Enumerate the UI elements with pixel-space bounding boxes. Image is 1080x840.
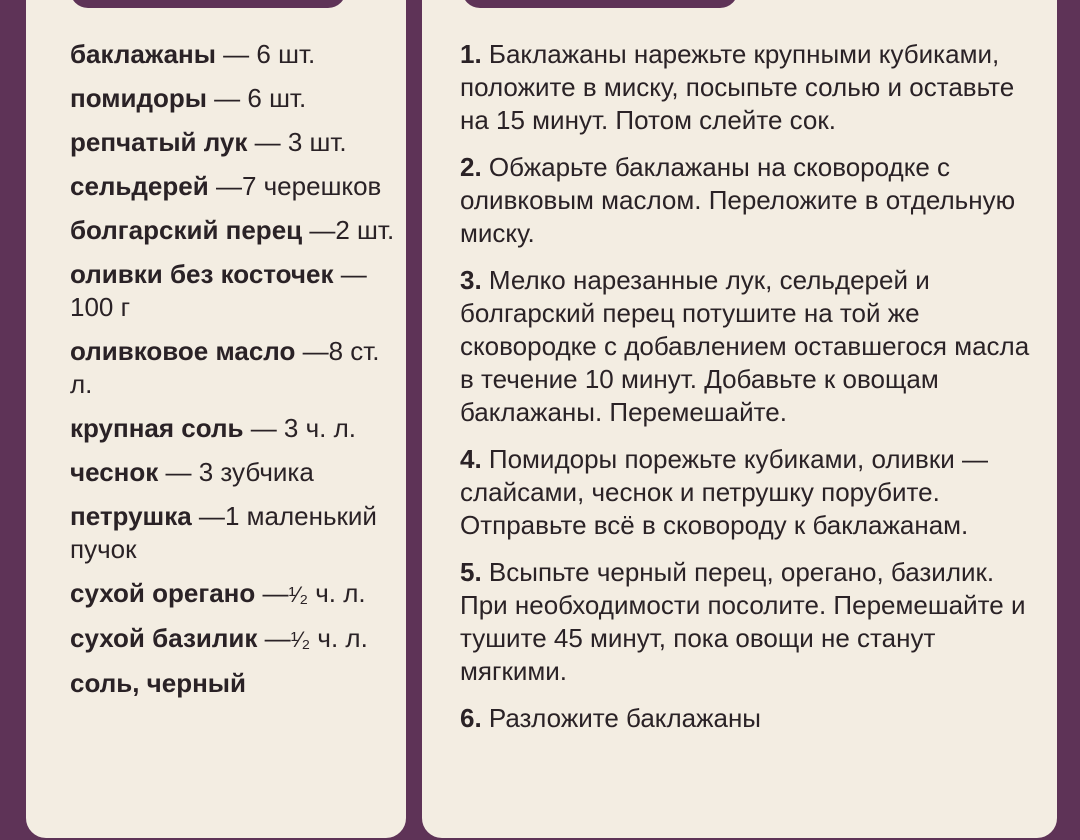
ingredient-name: соль, черный: [70, 668, 246, 698]
ingredient-separator: —: [215, 39, 257, 69]
step-number: 4.: [460, 444, 482, 474]
ingredient-separator: —: [333, 259, 367, 289]
ingredient-separator: —: [247, 127, 288, 157]
step-text: Разложите баклажаны: [481, 703, 761, 733]
ingredient-item: [70, 667, 400, 700]
ingredient-name: оливковое масло: [70, 336, 296, 366]
step-number: 3.: [460, 265, 482, 295]
ingredient-quantity: 1 маленький пучок: [70, 501, 377, 564]
ingredient-separator: —: [191, 501, 225, 531]
ingredient-item: [70, 258, 400, 324]
step-text: Обжарьте баклажаны на сковородке с оливковым маслом. Переложите в отдельную миску.: [460, 152, 1016, 248]
recipe-step: [460, 443, 1030, 542]
ingredients-list: [70, 38, 400, 711]
ingredients-panel: [24, 0, 408, 840]
ingredient-separator: —: [158, 457, 199, 487]
ingredient-item: [70, 500, 400, 566]
ingredient-item: [70, 622, 400, 656]
ingredient-item: [70, 577, 400, 611]
step-number: 1.: [460, 39, 482, 69]
ingredient-quantity: 3 зубчика: [198, 457, 314, 487]
steps-panel: [420, 0, 1059, 840]
ingredient-separator: —: [295, 336, 329, 366]
ingredient-fraction: ¹⁄₂: [290, 627, 311, 652]
ingredient-quantity: 3 ч. л.: [283, 413, 356, 443]
ingredient-name: сухой орегано: [70, 578, 256, 608]
ingredient-name: сельдерей: [70, 171, 209, 201]
ingredient-quantity: 3 шт.: [287, 127, 347, 157]
step-number: 6.: [460, 703, 482, 733]
ingredient-separator: —: [208, 171, 242, 201]
ingredient-fraction: ¹⁄₂: [288, 582, 309, 607]
ingredient-name: сухой базилик: [70, 623, 258, 653]
ingredient-quantity: ч. л.: [308, 578, 366, 608]
ingredient-name: болгарский перец: [70, 215, 303, 245]
steps-list: [460, 38, 1030, 749]
recipe-step: [460, 264, 1030, 429]
recipe-step: [460, 702, 1030, 735]
ingredient-quantity: 7 черешков: [241, 171, 382, 201]
ingredient-separator: —: [206, 83, 248, 113]
ingredient-separator: —: [302, 215, 336, 245]
ingredient-item: [70, 214, 400, 247]
ingredient-item: [70, 335, 400, 401]
ingredient-item: [70, 412, 400, 445]
ingredient-name: петрушка: [70, 501, 192, 531]
step-text: Помидоры порежьте кубиками, оливки — слайсами, чеснок и петрушку порубите. Отправьте всё в сковороду к баклажанам.: [460, 444, 988, 540]
ingredient-quantity: 6 шт.: [247, 83, 307, 113]
step-number: 2.: [460, 152, 482, 182]
ingredient-name: крупная соль: [70, 413, 244, 443]
ingredient-item: [70, 38, 400, 71]
ingredient-quantity: 2 шт.: [335, 215, 395, 245]
ingredient-quantity: 100 г: [70, 292, 131, 322]
ingredient-quantity: ч. л.: [310, 623, 368, 653]
ingredient-name: репчатый лук: [70, 127, 248, 157]
ingredient-quantity: 8 ст. л.: [70, 336, 380, 399]
ingredients-header-tab: [70, 0, 346, 8]
steps-header-tab: [462, 0, 738, 8]
ingredient-separator: —: [257, 623, 291, 653]
recipe-step: [460, 151, 1030, 250]
step-number: 5.: [460, 557, 482, 587]
ingredient-separator: —: [255, 578, 289, 608]
ingredient-item: [70, 456, 400, 489]
ingredient-name: баклажаны: [70, 39, 216, 69]
ingredient-item: [70, 82, 400, 115]
ingredient-separator: —: [243, 413, 284, 443]
ingredient-name: чеснок: [70, 457, 159, 487]
step-text: Баклажаны нарежьте крупными кубиками, положите в миску, посыпьте солью и оставьте на 15 минут. Потом слейте сок.: [460, 39, 1015, 135]
ingredient-item: [70, 126, 400, 159]
step-text: Всыпьте черный перец, орегано, базилик. При необходимости посолите. Перемешайте и тушите 45 минут, пока овощи не станут мягкими.: [460, 557, 1026, 686]
ingredient-item: [70, 170, 400, 203]
step-text: Мелко нарезанные лук, сельдерей и болгарский перец потушите на той же сковородке с добавлением оставшегося масла в течение 10 минут. Добавьте к овощам баклажаны. Перемешайте.: [460, 265, 1030, 427]
recipe-step: [460, 38, 1030, 137]
recipe-step: [460, 556, 1030, 688]
ingredient-quantity: 6 шт.: [256, 39, 316, 69]
ingredient-name: помидоры: [70, 83, 207, 113]
ingredient-name: оливки без косточек: [70, 259, 334, 289]
